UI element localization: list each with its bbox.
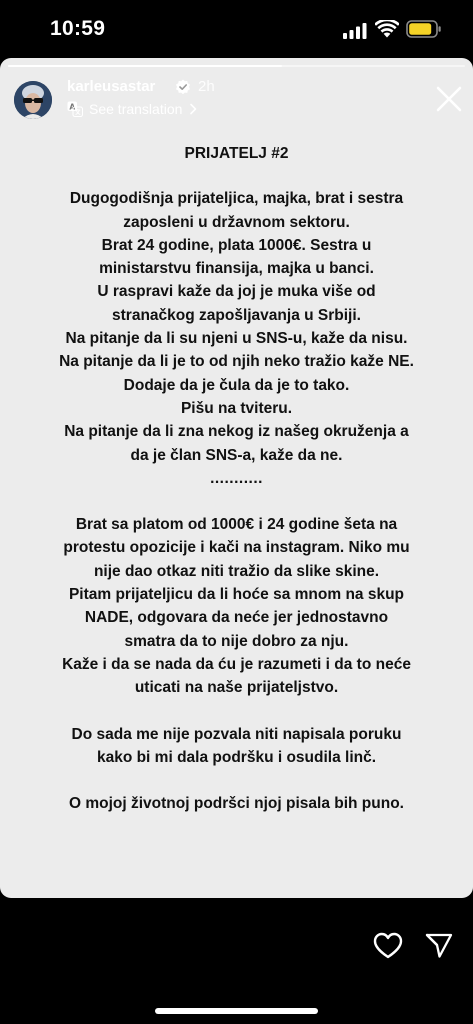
story-title: PRIJATELJ #2 — [184, 145, 289, 162]
story-line: Brat 24 godine, plata 1000€. Sestra u — [101, 236, 372, 254]
story-line: Na pitanje da li zna nekog iz našeg okruženja a — [64, 423, 409, 441]
story-paragraph — [0, 513, 473, 699]
avatar[interactable] — [14, 81, 52, 119]
story-line: uticati na naše prijateljstvo. — [134, 679, 339, 697]
story-line: da je član SNS-a, kaže da ne. — [130, 446, 343, 464]
status-bar — [0, 0, 473, 60]
story-line: Na pitanje da li je to od njih neko tražio kaže NE. — [59, 353, 414, 371]
story-line: smatra da to nije dobro za nju. — [124, 632, 349, 650]
story-line: Na pitanje da li su njeni u SNS-u, kaže da nisu. — [65, 330, 408, 348]
avatar-image — [14, 81, 52, 119]
story-line: Dugogodišnja prijateljica, majka, brat i sestra — [69, 190, 404, 208]
story-card[interactable] — [0, 58, 473, 898]
story-paragraph — [0, 187, 473, 490]
home-indicator[interactable] — [155, 1008, 318, 1014]
story-line: Brat sa platom od 1000€ i 24 godine šeta na — [75, 516, 398, 534]
story-line: U raspravi kaže da joj je muka više od — [97, 283, 376, 301]
story-progress-bar — [8, 65, 465, 67]
story-username[interactable]: karleusastar — [67, 78, 156, 95]
story-line: kako bi mi dala podršku i osudila linč. — [96, 748, 377, 766]
story-line: zaposleni u državnom sektoru. — [123, 213, 350, 231]
wifi-icon — [375, 20, 399, 38]
story-time-ago: 2h — [198, 78, 215, 95]
svg-text:A: A — [69, 102, 76, 112]
chevron-right-icon — [188, 103, 198, 115]
story-line: nije dao otkaz niti tražio da slike skine. — [93, 562, 380, 580]
story-line: O mojoj životnoj podršci njoj pisala bih puno. — [69, 795, 404, 813]
close-icon[interactable] — [436, 86, 462, 112]
story-line: Pitam prijateljicu da li hoće sa mnom na skup — [68, 586, 405, 604]
story-line: stranačkog zapošljavanja u Srbiji. — [112, 306, 361, 324]
story-line: Dodaje da je čula da je to tako. — [123, 376, 350, 394]
verified-icon — [175, 79, 191, 95]
story-line: ........... — [210, 469, 263, 487]
story-text — [0, 142, 473, 838]
story-paragraph — [0, 792, 473, 815]
story-progress-fill — [8, 65, 282, 67]
story-line: Pišu na tviteru. — [180, 399, 293, 417]
send-icon[interactable] — [425, 932, 453, 959]
story-line: NADE, odgovara da neće jer jednostavno — [84, 609, 389, 627]
signal-icon — [343, 23, 367, 39]
battery-icon — [406, 19, 442, 39]
see-translation-button[interactable] — [67, 99, 198, 119]
story-paragraphs — [0, 187, 473, 815]
story-line: Do sada me nije pozvala niti napisala poruku — [71, 725, 402, 743]
story-line: ministarstvu finansija, majka u banci. — [99, 260, 374, 278]
see-translation-label: See translation — [89, 101, 183, 117]
story-line: protestu opozicije i kači na instagram. Niko mu — [63, 539, 410, 557]
story-paragraph — [0, 723, 473, 770]
status-time: 10:59 — [50, 17, 106, 40]
heart-icon[interactable] — [373, 932, 403, 959]
story-line: Kaže i da se nada da ću je razumeti i da to neće — [62, 655, 411, 673]
translate-icon — [67, 101, 83, 117]
